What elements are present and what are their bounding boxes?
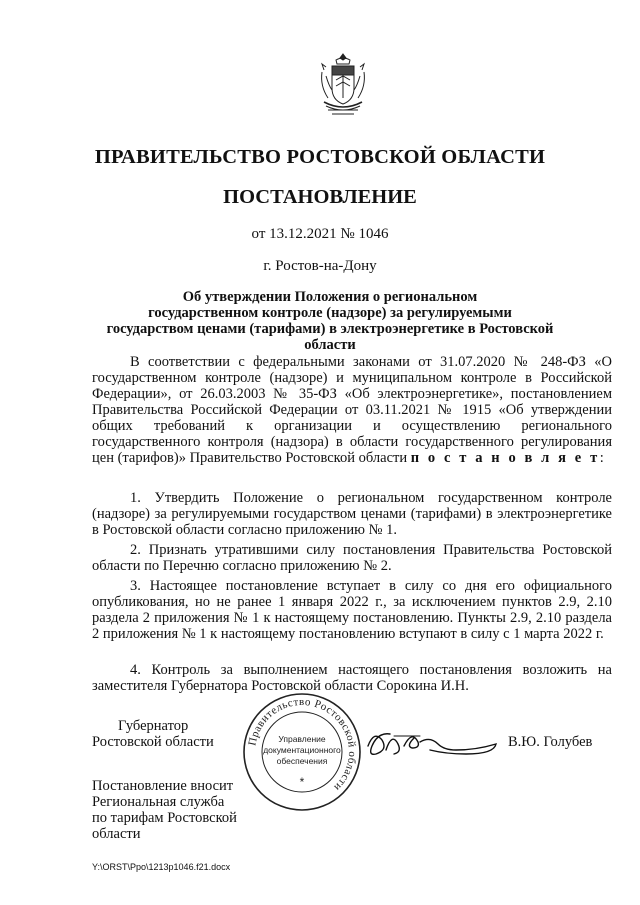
- signer-position: [92, 718, 242, 750]
- preamble-paragraph: [92, 354, 612, 466]
- submitted-by-line: Постановление вносит: [92, 778, 234, 794]
- item-text: 2. Признать утратившими силу постановления Правительства Ростовской области по Перечню согласно приложению № 2.: [92, 542, 612, 574]
- city-line: г. Ростов-на-Дону: [263, 258, 377, 274]
- document-type-heading: ПОСТАНОВЛЕНИЕ: [223, 186, 417, 208]
- stamp-ring-text: Правительство Ростовской области: [246, 695, 359, 794]
- decree-word: п о с т а н о в л я е т: [410, 450, 600, 466]
- item-text: 1. Утвердить Положение о региональном государственном контроле (надзоре) за регулируемыми государством ценами (тарифами) в электроэнергетике в Ростовской области согласно приложению № 1.: [92, 490, 612, 538]
- subject-line: Об утверждении Положения о региональном: [182, 289, 478, 305]
- decree-item-3: [92, 578, 612, 642]
- decree-item-1: [92, 490, 612, 538]
- item-text: 3. Настоящее постановление вступает в силу со дня его официального опубликования, но не ранее 1 января 2022 г., за исключением пунктов 2.9, 2.10 раздела 2 приложения № 1 к настоящему постановлению. Пункты 2.9, 2.10 раздела 2 приложения № 1 к настоящему постановлению вступают в силу с 1 марта 2022 г.: [92, 578, 612, 642]
- signer-position-line: Губернатор: [118, 718, 189, 734]
- submitted-by-note: [92, 778, 272, 842]
- stamp-inner-line: Управление: [278, 734, 326, 744]
- submitted-by-line: по тарифам Ростовской: [92, 810, 237, 826]
- signer-name: В.Ю. Голубев: [508, 734, 593, 750]
- preamble-text: В соответствии с федеральными законами от 31.07.2020 № 248-ФЗ «О государственном контроле (надзоре) и муниципальном контроле в Российской Федерации», от 26.03.2003 № 35-ФЗ «Об электроэнергетике», постановлением Правительства Российской Федерации от 03.11.2021 № 1915 «Об утверждении общих требований к организации и осуществлению регионального государственного контроля (надзора) в области государственного регулирования цен (тарифов)» Правительство Ростовской области: [92, 354, 612, 466]
- item-text: 4. Контроль за выполнением настоящего постановления возложить на заместителя Губернатора Ростовской области Сорокина И.Н.: [92, 662, 612, 694]
- subject-line: государством ценами (тарифами) в электроэнергетике в Ростовской области: [106, 321, 554, 353]
- stamp-inner-line: документационного: [263, 745, 341, 755]
- file-path-footer: Y:\ORST\Ppo\1213p1046.f21.docx: [92, 862, 231, 872]
- submitted-by-line: Региональная служба: [92, 794, 225, 810]
- signer-position-line: Ростовской области: [92, 734, 214, 750]
- preamble-end: :: [599, 450, 604, 466]
- stamp-inner-line: обеспечения: [276, 756, 328, 766]
- date-number-line: от 13.12.2021 № 1046: [251, 226, 389, 242]
- decree-item-2: [92, 542, 612, 574]
- rostov-oblast-coat-of-arms-icon: [318, 52, 368, 118]
- subject-line: государственном контроле (надзоре) за регулируемыми: [148, 305, 512, 321]
- organization-title: ПРАВИТЕЛЬСТВО РОСТОВСКОЙ ОБЛАСТИ: [94, 146, 546, 168]
- document-subject: [80, 289, 580, 353]
- submitted-by-line: области: [92, 826, 141, 842]
- stamp-star: *: [299, 775, 305, 789]
- handwritten-signature-icon: [364, 716, 504, 766]
